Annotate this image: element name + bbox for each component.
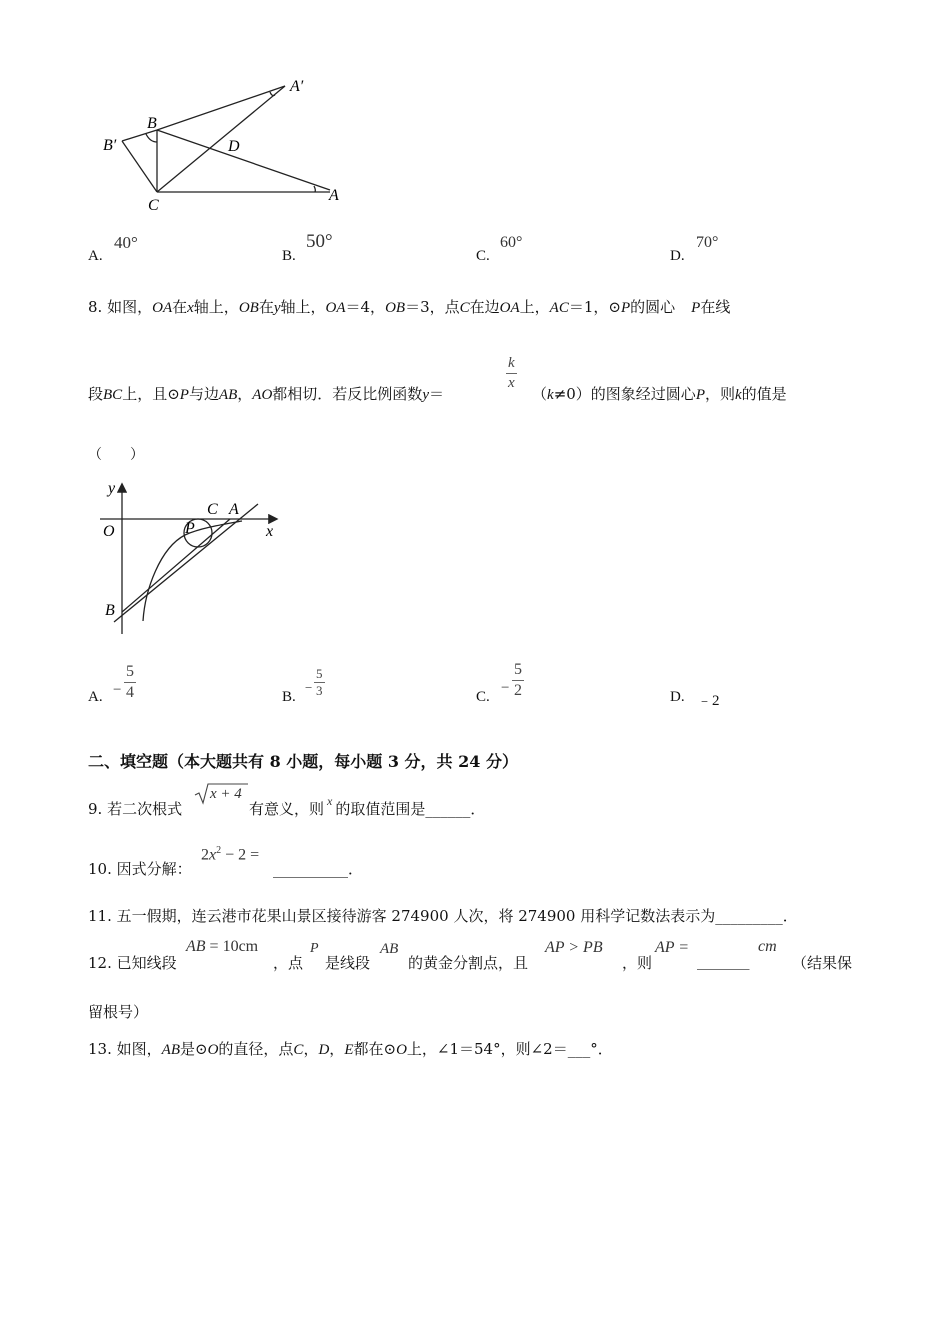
q11-text: 五一假期，连云港市花果山景区接待游客 274900 人次，将 274900 用科学记数法表示为_________． [116, 907, 798, 925]
q9-text: 的取值范围是______． [335, 800, 486, 818]
q8-option-d-value: ﹣2 [697, 693, 720, 709]
q9-tail [249, 794, 486, 819]
q12-unit: cm [758, 938, 777, 955]
q13-text: 的直径，点 [218, 1040, 294, 1058]
q13-text: ， [329, 1040, 345, 1058]
label-a-prime: A′ [290, 78, 304, 95]
q8-text: 都相切．若反比例函数 [272, 385, 423, 403]
q9-var: x [327, 794, 333, 808]
fraction-numerator: 5 [124, 662, 136, 683]
q12-var: AB [186, 938, 206, 955]
q8-text: 段 [88, 385, 104, 403]
q12-expr-ab-length [186, 938, 258, 956]
angle-mark-a [314, 186, 315, 192]
q8-text: 的值是 [741, 385, 787, 403]
q12-var-ab: AB [380, 941, 399, 957]
q8-var: OA [325, 300, 346, 316]
q10-number: 10. [88, 860, 112, 878]
label-a: A [229, 501, 239, 518]
q8-var: k [735, 387, 742, 403]
q8-var: P [179, 387, 189, 403]
q13-text: 都在⊙ [353, 1040, 397, 1058]
q8-text: 在边 [469, 298, 500, 316]
fraction-numerator: k [506, 354, 517, 374]
q8-option-b-fraction [314, 666, 325, 700]
q10-coef: 2 [201, 846, 209, 864]
segment-b-a [157, 130, 330, 190]
label-b: B [105, 602, 115, 619]
q13-number: 13. [88, 1040, 112, 1058]
q8-option-c-sign: − [501, 680, 510, 696]
figure-coordinate-circle [95, 475, 295, 640]
q8-var: BC [103, 387, 123, 403]
q13-text: ， [303, 1040, 319, 1058]
q8-var: OB [385, 300, 406, 316]
q8-text: （ [532, 385, 548, 403]
q8-var: k [547, 387, 554, 403]
q11 [88, 905, 798, 926]
label-a: A [329, 187, 339, 204]
q12-var-p: P [310, 941, 319, 956]
q13-var: O [396, 1042, 407, 1058]
q8-var: P [695, 387, 705, 403]
fraction-numerator: 5 [314, 666, 325, 683]
q8-option-d-letter: D. [670, 689, 685, 705]
q8-var: C [459, 300, 470, 316]
q8-option-c-letter: C. [476, 689, 490, 705]
q8-var: OB [238, 300, 259, 316]
q8-text: 在 [172, 298, 188, 316]
q13-var: D [318, 1042, 330, 1058]
q8-line-2-tail [532, 383, 787, 404]
q12-text-golden: 的黄金分割点，且 [408, 954, 529, 972]
q8-answer-paren: （ ） [88, 447, 144, 463]
q12-text-segment: 是线段 [325, 954, 371, 972]
q12-value: = 10cm [205, 938, 259, 955]
q12-text-then: ，则 [622, 954, 653, 972]
fraction-denominator: x [508, 374, 515, 391]
q8-text: 如图， [107, 298, 153, 316]
figure-triangle-rotation [95, 70, 355, 220]
section-heading-fill-in: 二、填空题（本大题共有 8 小题，每小题 3 分，共 24 分） [88, 752, 518, 771]
q12-ap-equals: AP = [655, 939, 690, 956]
q12-text: 已知线段 [116, 954, 177, 972]
q8-text: 上，且⊙ [122, 385, 180, 403]
q8-text: 在 [258, 298, 274, 316]
q9-number: 9. [88, 800, 103, 818]
label-b-prime: B′ [103, 137, 117, 154]
q10 [88, 858, 192, 879]
fraction-denominator: 2 [514, 682, 522, 699]
fraction-numerator: 5 [512, 660, 524, 681]
q8-text: ＝ [428, 385, 444, 403]
q13-var: C [293, 1042, 304, 1058]
q12-condition: AP > PB [545, 939, 603, 956]
q13-text: 是⊙ [179, 1040, 208, 1058]
q8-var: x [187, 300, 194, 316]
q13-var: E [344, 1042, 354, 1058]
segment-b-prime-c [122, 141, 157, 192]
q10-text: 因式分解： [116, 860, 192, 878]
q8-var: AO [252, 387, 273, 403]
q12-answer-blank: _______ [697, 952, 750, 970]
q12-text-tail: （结果保 [792, 954, 853, 972]
q12-number-pre [88, 952, 177, 973]
q8-text: ，则 [704, 385, 735, 403]
q8-text: 轴上， [193, 298, 239, 316]
q8-line-2 [88, 383, 444, 404]
q13-var: O [207, 1042, 219, 1058]
q10-answer-blank: __________． [273, 860, 364, 878]
q8-text: 轴上， [280, 298, 326, 316]
fraction-denominator: 4 [126, 684, 134, 701]
q7-option-d-value: 70° [696, 234, 719, 251]
q8-var: P [691, 300, 701, 316]
q7-option-b-letter: B. [282, 248, 296, 264]
q7-option-c-value: 60° [500, 234, 523, 251]
q8-option-a-letter: A. [88, 689, 103, 705]
q7-option-a-letter: A. [88, 248, 103, 264]
q8-text: 在线 [700, 298, 731, 316]
label-c: C [207, 501, 218, 518]
q8-option-a-fraction [124, 662, 136, 703]
q8-line-1 [88, 296, 730, 317]
q9-text: 若二次根式 [107, 800, 183, 818]
q11-number: 11. [88, 907, 112, 925]
q8-var: y [422, 387, 429, 403]
q7-option-c-letter: C. [476, 248, 490, 264]
q10-var: x [209, 846, 217, 864]
label-y: y [108, 480, 116, 497]
q9-radicand: x + 4 [210, 786, 242, 802]
q7-option-d-letter: D. [670, 248, 685, 264]
q8-text: 上， [519, 298, 550, 316]
label-o: O [103, 523, 115, 540]
label-p: P [185, 520, 195, 537]
q13-text: 如图， [116, 1040, 162, 1058]
q8-option-c-fraction [512, 660, 524, 701]
q12-text-point: ，点 [273, 954, 304, 972]
q13 [88, 1038, 613, 1059]
label-d: D [228, 138, 240, 155]
q8-text: ＝1，⊙ [568, 298, 621, 316]
q10-expression [201, 845, 259, 864]
q8-var: OA [499, 300, 520, 316]
label-x: x [266, 523, 274, 540]
angle-mark-b [146, 134, 157, 142]
q8-var: y [273, 300, 281, 316]
q8-text: 与边 [188, 385, 219, 403]
label-c: C [148, 197, 159, 214]
q7-option-b-value: 50° [306, 231, 333, 252]
label-b: B [147, 115, 157, 132]
fraction-denominator: 3 [316, 683, 323, 699]
q8-text: ≠0）的图象经过圆心 [553, 385, 696, 403]
q9 [88, 798, 182, 819]
q13-text: 上，∠1＝54°，则∠2＝___°． [406, 1040, 613, 1058]
q13-var: AB [161, 1042, 180, 1058]
q8-fraction-k-over-x [506, 354, 517, 393]
q8-text: ＝4， [345, 298, 386, 316]
segment-b-a-prime [157, 86, 285, 130]
q8-option-a-sign: − [113, 682, 122, 698]
q7-option-a-value: 40° [114, 233, 138, 252]
q8-var: P [620, 300, 631, 316]
q8-number: 8. [88, 298, 103, 316]
q8-text: ， [237, 385, 253, 403]
q10-exponent: 2 [216, 845, 222, 856]
line-bc [122, 519, 230, 612]
angle-mark-a-prime [270, 92, 275, 96]
q9-text: 有意义，则 [249, 800, 325, 818]
q8-text: ＝3，点 [405, 298, 460, 316]
q8-option-b-sign: − [305, 680, 313, 695]
q8-var: OA [152, 300, 173, 316]
q8-option-b-letter: B. [282, 689, 296, 705]
q12-line-2: 留根号） [88, 1003, 149, 1021]
q8-var: AC [549, 300, 569, 316]
segment-c-a-prime [157, 86, 285, 192]
q12-number: 12. [88, 954, 112, 972]
q8-text: 的圆心 [630, 298, 676, 316]
q8-var: AB [218, 387, 238, 403]
q10-rest: − 2 = [221, 846, 260, 864]
